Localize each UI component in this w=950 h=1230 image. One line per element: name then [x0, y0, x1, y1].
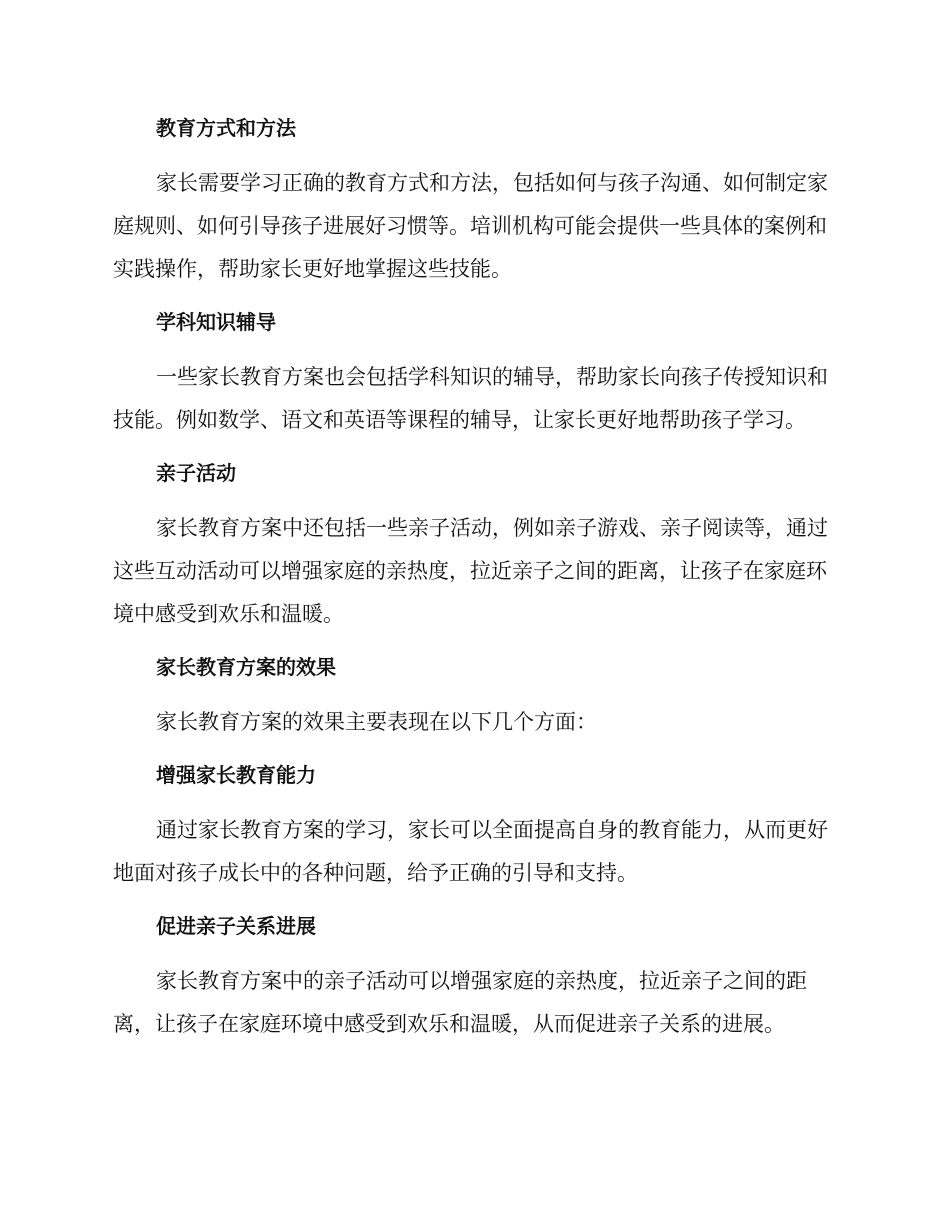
section-heading-program-effects: 家长教育方案的效果 — [156, 655, 336, 679]
section-heading-enhance-ability: 增强家长教育能力 — [156, 763, 316, 787]
document-body — [113, 108, 833, 1057]
section-paragraph-subject-tutoring: 一些家长教育方案也会包括学科知识的辅导，帮助家长向孩子传授知识和技能。例如数学、语文和英语等课程的辅导，让家长更好地帮助孩子学习。 — [113, 365, 828, 432]
section-heading-subject-tutoring: 学科知识辅导 — [156, 310, 276, 334]
section-paragraph-program-effects: 家长教育方案的效果主要表现在以下几个方面： — [156, 710, 597, 734]
section-heading-parent-child-activities: 亲子活动 — [156, 461, 236, 485]
section-paragraph-enhance-ability: 通过家长教育方案的学习，家长可以全面提高自身的教育能力，从而更好地面对孩子成长中的各种问题，给予正确的引导和支持。 — [113, 818, 828, 885]
section-heading-teaching-methods: 教育方式和方法 — [156, 116, 296, 140]
section-paragraph-promote-relationship: 家长教育方案中的亲子活动可以增强家庭的亲热度，拉近亲子之间的距离，让孩子在家庭环境中感受到欢乐和温暖，从而促进亲子关系的进展。 — [113, 969, 807, 1036]
section-heading-promote-relationship: 促进亲子关系进展 — [156, 914, 316, 938]
section-paragraph-teaching-methods: 家长需要学习正确的教育方式和方法，包括如何与孩子沟通、如何制定家庭规则、如何引导孩子进展好习惯等。培训机构可能会提供一些具体的案例和实践操作，帮助家长更好地掌握这些技能。 — [113, 171, 828, 281]
section-paragraph-parent-child-activities: 家长教育方案中还包括一些亲子活动，例如亲子游戏、亲子阅读等，通过这些互动活动可以增强家庭的亲热度，拉近亲子之间的距离，让孩子在家庭环境中感受到欢乐和温暖。 — [113, 516, 828, 626]
